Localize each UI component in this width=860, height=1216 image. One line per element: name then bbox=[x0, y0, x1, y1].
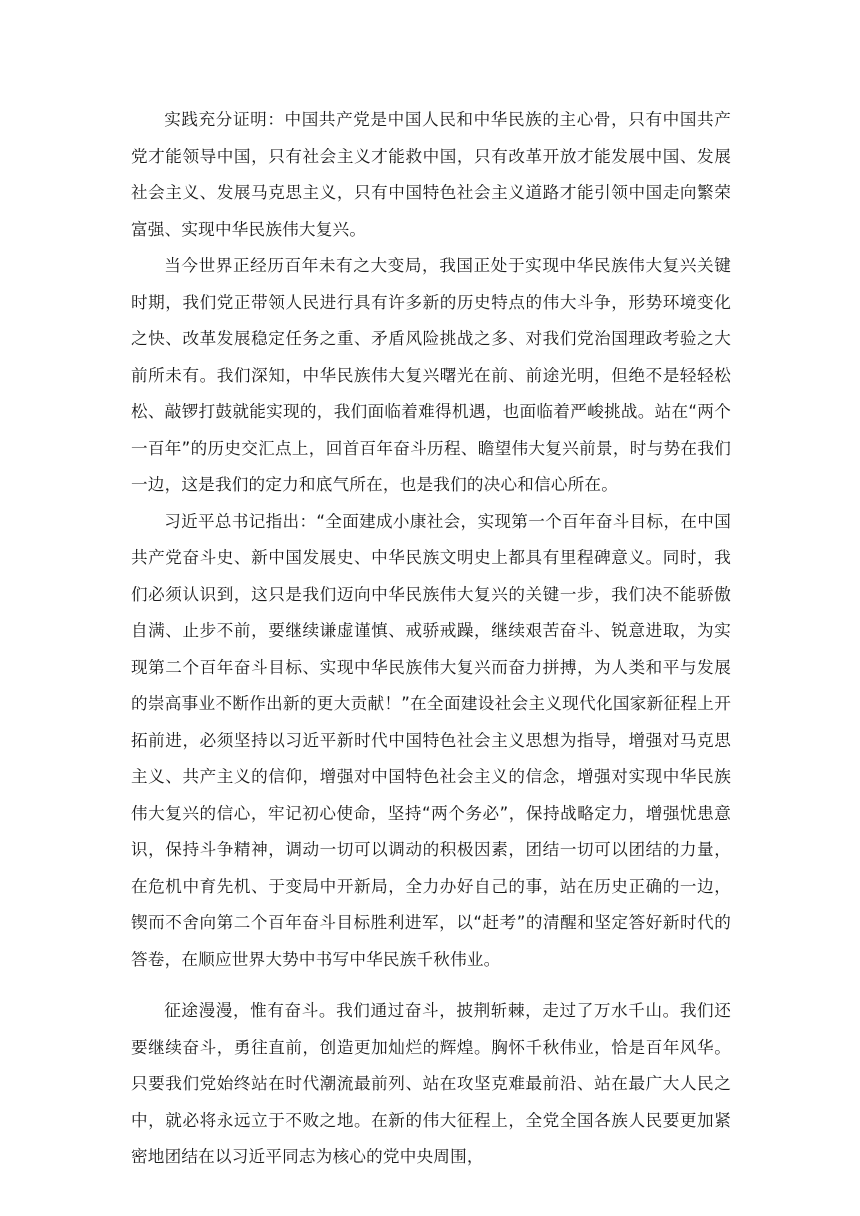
paragraph-great-changes: 当今世界正经历百年未有之大变局，我国正处于实现中华民族伟大复兴关键时期，我们党正带领人民进行具有许多新的历史特点的伟大斗争，形势环境变化之快、改革发展稳定任务之重、矛盾风险挑战之多、对我们党治国理政考验之大前所未有。我们深知，中华民族伟大复兴曙光在前、前途光明，但绝不是轻轻松松、敲锣打鼓就能实现的，我们面临着难得机遇，也面临着严峻挑战。站在“两个一百年”的历史交汇点上，回首百年奋斗历程、瞻望伟大复兴前景，时与势在我们一边，这是我们的定力和底气所在，也是我们的决心和信心所在。 bbox=[131, 256, 731, 494]
document-page bbox=[131, 102, 731, 1176]
paragraph-long-journey: 征途漫漫，惟有奋斗。我们通过奋斗，披荆斩棘，走过了万水千山。我们还要继续奋斗，勇往直前，创造更加灿烂的辉煌。胸怀千秋伟业，恰是百年风华。只要我们党始终站在时代潮流最前列、站在攻坚克难最前沿、站在最广大人民之中，就必将永远立于不败之地。在新的伟大征程上，全党全国各族人民要更加紧密地团结在以习近平同志为核心的党中央周围， bbox=[131, 1001, 731, 1166]
paragraph-practice-proves: 实践充分证明：中国共产党是中国人民和中华民族的主心骨，只有中国共产党才能领导中国，只有社会主义才能救中国，只有改革开放才能发展中国、发展社会主义、发展马克思主义，只有中国特色社会主义道路才能引领中国走向繁荣富强、实现中华民族伟大复兴。 bbox=[131, 110, 731, 239]
paragraph-xi-quote: 习近平总书记指出：“全面建成小康社会，实现第一个百年奋斗目标，在中国共产党奋斗史、新中国发展史、中华民族文明史上都具有里程碑意义。同时，我们必须认识到，这只是我们迈向中华民族伟大复兴的关键一步，我们决不能骄傲自满、止步不前，要继续谦虚谨慎、戒骄戒躁，继续艰苦奋斗、锐意进取，为实现第二个百年奋斗目标、实现中华民族伟大复兴而奋力拼搏，为人类和平与发展的崇高事业不断作出新的更大贡献！”在全面建设社会主义现代化国家新征程上开拓前进，必须坚持以习近平新时代中国特色社会主义思想为指导，增强对马克思主义、共产主义的信仰，增强对中国特色社会主义的信念，增强对实现中华民族伟大复兴的信心，牢记初心使命，坚持“两个务必”，保持战略定力，增强忧患意识，保持斗争精神，调动一切可以调动的积极因素，团结一切可以团结的力量，在危机中育先机、于变局中开新局，全力办好自己的事，站在历史正确的一边，锲而不舍向第二个百年奋斗目标胜利进军，以“赶考”的清醒和坚定答好新时代的答卷，在顺应世界大势中书写中华民族千秋伟业。 bbox=[131, 511, 731, 969]
